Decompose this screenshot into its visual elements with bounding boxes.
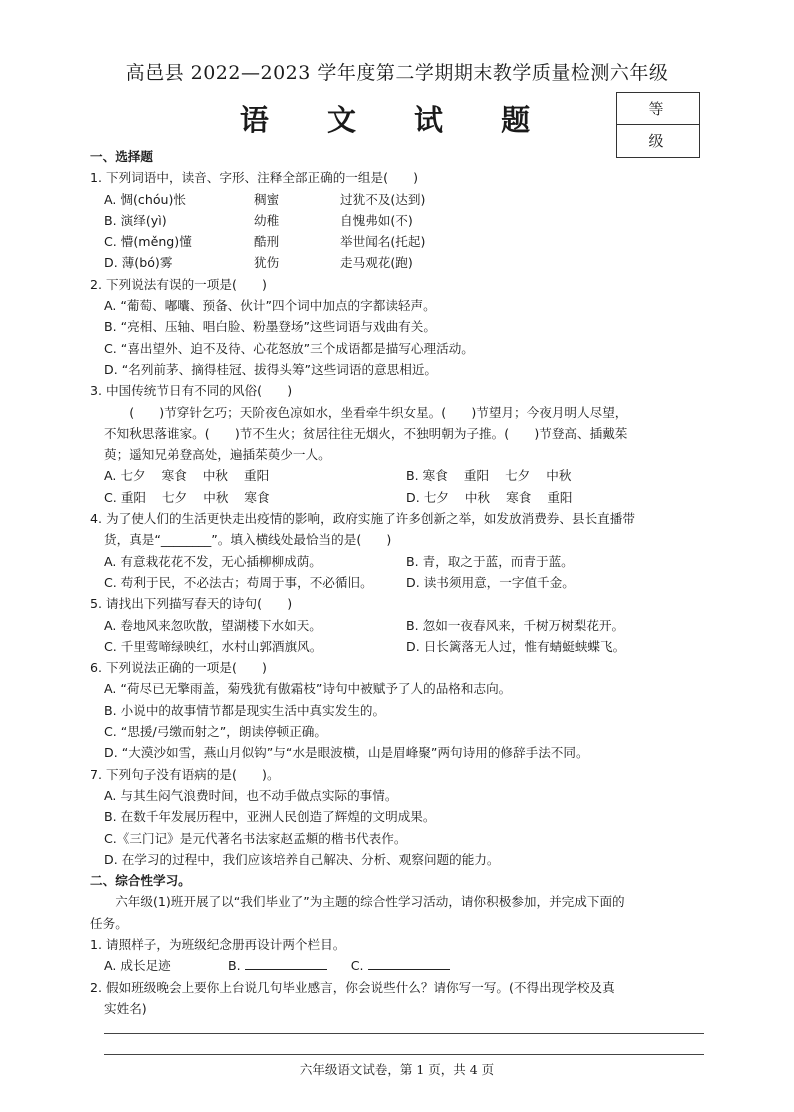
option-line: D. 在学习的过程中，我们应该培养自己解决、分析、观察问题的能力。 [104, 851, 500, 867]
option-line: A. 与其生闷气浪费时间，也不动手做点实际的事情。 [104, 787, 398, 803]
option-row [90, 636, 710, 657]
option-cell: C. 懵(měng)懂 [104, 234, 192, 250]
option-row [90, 615, 710, 636]
question-stem: 4. 为了使人们的生活更快走出疫情的影响，政府实施了许多创新之举，如发放消费券、县长直播带 [90, 511, 635, 527]
option-cell: 过犹不及(达到) [340, 191, 426, 207]
option-row [90, 551, 710, 572]
option-cell: 寒食 [161, 468, 187, 484]
option-row [90, 572, 710, 593]
intro-line: 六年级(1)班开展了以“我们毕业了”为主题的综合性学习活动，请你积极参加，并完成下面的 [90, 894, 625, 910]
blank-c[interactable] [368, 955, 450, 970]
page-footer: 六年级语文试卷，第 1 页，共 4 页 [299, 1062, 495, 1077]
option-cell: 稠蜜 [254, 191, 280, 207]
option-line: D. “名列前茅、摘得桂冠、拔得头筹”这些词语的意思相近。 [104, 361, 438, 377]
option-cell: 重阳 [244, 468, 270, 484]
option-cell: 寒食 [506, 489, 532, 505]
option-cell: D. 日长篱落无人过，惟有蜻蜓蛱蝶飞。 [406, 638, 626, 654]
option-line: A. “葡萄、嘟囔、预备、伙计”四个词中加点的字都读轻声。 [104, 298, 436, 314]
question-stem: 2. 假如班级晚会上要你上台说几句毕业感言，你会说些什么？请你写一写。(不得出现学校及真 [90, 979, 615, 995]
section-title: 一、选择题 [90, 149, 153, 164]
option-cell: 重阳 [463, 468, 490, 484]
option-cell: 七夕 [423, 489, 449, 505]
option-line: C. “喜出望外、迫不及待、心花怒放”三个成语都是描写心理活动。 [104, 340, 474, 356]
option-cell: A. 有意栽花花不发，无心插柳柳成荫。 [104, 553, 322, 569]
option-cell: D. 读书须用意，一字值千金。 [406, 574, 575, 590]
option-row [90, 955, 710, 976]
passage-line: 萸；遥知兄弟登高处，遍插茱萸少一人。 [104, 447, 331, 463]
option-cell: D. 薄(bó)雾 [104, 255, 173, 271]
option-label: C. [350, 958, 364, 974]
option-cell: 中秋 [203, 489, 229, 505]
option-line: B. 小说中的故事情节都是现实生活中真实发生的。 [104, 702, 386, 718]
option-cell: 酷刑 [254, 234, 280, 250]
option-label: C. [104, 489, 117, 505]
option-line: C. “思援/弓缴而射之”，朗读停顿正确。 [104, 724, 327, 740]
option-cell: B. 青，取之于蓝，而青于蓝。 [406, 553, 574, 569]
option-cell: 犹伤 [254, 255, 280, 271]
option-cell: 中秋 [546, 468, 572, 484]
option-cell: 重阳 [547, 489, 573, 505]
answer-line[interactable] [104, 1054, 704, 1055]
passage-line: ( )节穿针乞巧；天阶夜色凉如水，坐看牵牛织女星。( )节望月；今夜月明人尽望， [104, 404, 628, 420]
option-line: B. 在数千年发展历程中，亚洲人民创造了辉煌的文明成果。 [104, 809, 436, 825]
question-stem: 1. 请照样子，为班级纪念册再设计两个栏目。 [90, 936, 346, 952]
option-cell: 中秋 [464, 489, 491, 505]
intro-line: 任务。 [90, 915, 128, 931]
option-cell: B. 演绎(yì) [104, 212, 167, 228]
option-cell: C. 千里莺啼绿映红，水村山郭酒旗风。 [104, 638, 323, 654]
option-row [90, 465, 710, 486]
option-line: A. “荷尽已无擎雨盖，菊残犹有傲霜枝”诗句中被赋予了人的品格和志向。 [104, 681, 512, 697]
option-line: D. “大漠沙如雪，燕山月似钩”与“水是眼波横，山是眉峰聚”两句诗用的修辞手法不同。 [104, 745, 589, 761]
option-row [90, 252, 710, 273]
question-stem-cont: 实姓名) [104, 1000, 147, 1016]
section-title: 二、综合性学习。 [90, 873, 191, 889]
grade-label: 等 级 [617, 93, 699, 125]
option-cell: 幼稚 [254, 212, 280, 228]
option-cell: A. 惆(chóu)怅 [104, 191, 187, 207]
option-cell: A. 卷地风来忽吹散，望湖楼下水如天。 [104, 617, 322, 633]
question-stem-cont: 货，真是“________”。填入横线处最恰当的是( ) [104, 532, 392, 548]
question-stem: 5. 请找出下列描写春天的诗句( ) [90, 596, 293, 612]
option-line: C.《三门记》是元代著名书法家赵孟頫的楷书代表作。 [104, 830, 407, 846]
option-row [90, 210, 710, 231]
question-stem: 7. 下列句子没有语病的是( )。 [90, 766, 280, 782]
passage-line: 不知秋思落谁家。( )节不生火；贫居往往无烟火，不独明朝为子推。( )节登高、插戴茱 [104, 425, 628, 441]
question-stem: 6. 下列说法正确的一项是( ) [90, 660, 267, 676]
option-cell: 七夕 [505, 468, 531, 484]
option-label: A. [104, 468, 117, 484]
blank-b[interactable] [245, 955, 327, 970]
option-cell: 寒食 [244, 489, 270, 505]
option-cell: 自愧弗如(不) [340, 212, 413, 228]
option-cell: 走马观花(跑) [340, 255, 413, 271]
option-cell: 举世闻名(托起) [340, 234, 426, 250]
option-cell: 七夕 [162, 489, 188, 505]
exam-content [90, 146, 710, 1019]
option-line: B. “亮相、压轴、唱白脸、粉墨登场”这些词语与戏曲有关。 [104, 319, 436, 335]
option-cell: C. 苟利于民，不必法古；苟周于事，不必循旧。 [104, 574, 373, 590]
question-stem: 3. 中国传统节日有不同的风俗( ) [90, 383, 293, 399]
option-label: B. [406, 468, 419, 484]
option-cell: A. 成长足迹 [104, 958, 171, 974]
question-stem: 1. 下列词语中，读音、字形、注释全部正确的一组是( ) [90, 170, 419, 186]
answer-line[interactable] [104, 1033, 704, 1034]
option-cell: 七夕 [120, 468, 146, 484]
option-row [90, 189, 710, 210]
option-cell: 寒食 [422, 468, 448, 484]
option-label: D. [406, 489, 420, 505]
question-stem: 2. 下列说法有误的一项是( ) [90, 276, 267, 292]
option-cell: B. 忽如一夜春风来，千树万树梨花开。 [406, 617, 625, 633]
option-label: B. [228, 958, 241, 974]
option-cell: 重阳 [120, 489, 146, 505]
option-cell: 中秋 [202, 468, 229, 484]
option-row [90, 487, 710, 508]
subject-title: 语 文 试 题 [239, 103, 555, 137]
option-row [90, 231, 710, 252]
exam-title: 高邑县 2022—2023 学年度第二学期期末教学质量检测六年级 [125, 62, 669, 84]
